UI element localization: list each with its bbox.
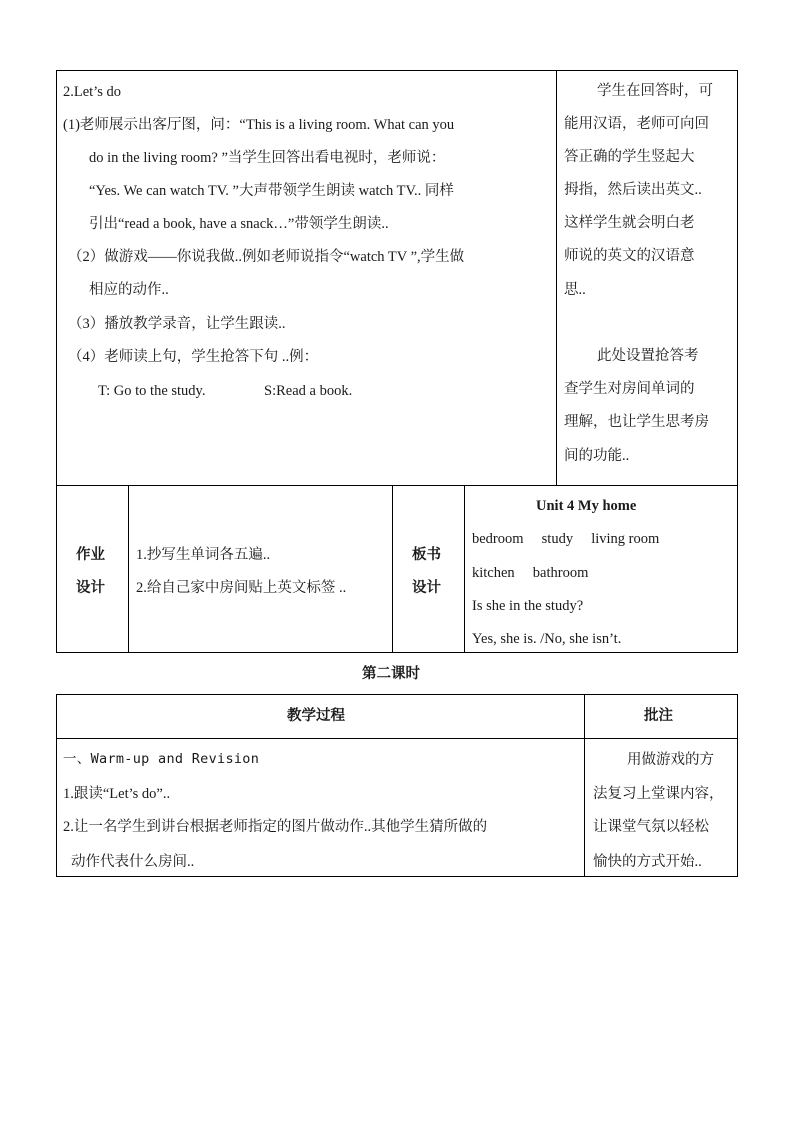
- table1-divider-board-label: [464, 485, 465, 653]
- warmup-note-line1: 用做游戏的方: [627, 752, 714, 768]
- homework-label-line1: 作业: [76, 547, 105, 563]
- section-title: 第二课时: [362, 666, 420, 682]
- note1-line6: 师说的英文的汉语意: [564, 248, 695, 264]
- board-answer: Yes, she is. /No, she isn’t.: [472, 631, 622, 647]
- note2-line2: 查学生对房间单词的: [564, 381, 695, 397]
- table2-border-right: [737, 694, 738, 876]
- step1-line3: “Yes. We can watch TV. ”大声带领学生朗读 watch TV.. 同样: [89, 183, 454, 199]
- step1-line4: 引出“read a book, have a snack…”带领学生朗读..: [89, 216, 389, 232]
- board-label-line1: 板书: [412, 547, 441, 563]
- table1-row-divider: [56, 485, 738, 486]
- table1-divider-homework-content: [392, 485, 393, 653]
- table1-divider-homework-label: [128, 485, 129, 653]
- table1-divider-notes: [556, 70, 557, 485]
- homework-item2: 2.给自己家中房间贴上英文标签 ..: [136, 580, 347, 596]
- board-words-line1: bedroom study living room: [472, 531, 660, 547]
- note1-line3: 答正确的学生竖起大: [564, 149, 695, 165]
- table2-border-top: [56, 694, 738, 695]
- note1-line4: 拇指，然后读出英文..: [564, 182, 702, 198]
- warmup-item1: 1.跟读“Let’s do”..: [63, 786, 171, 802]
- board-question: Is she in the study?: [472, 598, 584, 614]
- table2-column-divider: [584, 694, 585, 876]
- note1-line5: 这样学生就会明白老: [564, 215, 695, 231]
- header-notes: 批注: [644, 708, 673, 724]
- note2-line3: 理解，也让学生思考房: [564, 414, 709, 430]
- table1-border-left: [56, 70, 57, 653]
- note1-line2: 能用汉语，老师可向回: [564, 116, 709, 132]
- homework-item1: 1.抄写生单词各五遍..: [136, 547, 271, 563]
- homework-label-line2: 设计: [76, 580, 105, 596]
- lets-do-heading: 2.Let’s do: [63, 84, 121, 100]
- table1-border-top: [56, 70, 738, 71]
- example-teacher: T: Go to the study.: [98, 383, 206, 399]
- header-teaching-process: 教学过程: [287, 708, 345, 724]
- note1-line1: 学生在回答时，可: [597, 83, 713, 99]
- step2-line1: （2）做游戏——你说我做..例如老师说指令“watch TV ”,学生做: [68, 249, 465, 265]
- warmup-note-line4: 愉快的方式开始..: [593, 854, 702, 870]
- step3-line: （3）播放教学录音，让学生跟读..: [68, 316, 286, 332]
- warmup-note-line2: 法复习上堂课内容，: [593, 786, 724, 802]
- warmup-title: 一、Warm-up and Revision: [63, 751, 260, 767]
- warmup-item2-line1: 2.让一名学生到讲台根据老师指定的图片做动作..其他学生猜所做的: [63, 819, 488, 835]
- table1-border-bottom: [56, 652, 738, 653]
- step2-line2: 相应的动作..: [89, 282, 169, 298]
- table1-border-right: [737, 70, 738, 653]
- board-label-line2: 设计: [412, 580, 441, 596]
- step4-line: （4）老师读上句，学生抢答下句 ..例：: [68, 349, 319, 365]
- warmup-item2-line2: 动作代表什么房间..: [71, 854, 195, 870]
- note1-line7: 思..: [564, 282, 586, 298]
- note2-line1: 此处设置抢答考: [597, 348, 699, 364]
- note2-line4: 间的功能..: [564, 448, 630, 464]
- table2-border-left: [56, 694, 57, 876]
- board-title: Unit 4 My home: [536, 498, 637, 514]
- table2-border-bottom: [56, 876, 738, 877]
- warmup-note-line3: 让课堂气氛以轻松: [593, 819, 709, 835]
- step1-line1: (1)老师展示出客厅图，问：“This is a living room. What can you: [63, 117, 455, 133]
- table2-header-divider: [56, 738, 738, 739]
- step1-line2: do in the living room? ”当学生回答出看电视时，老师说：: [89, 150, 446, 166]
- board-words-line2: kitchen bathroom: [472, 565, 589, 581]
- example-student: S:Read a book.: [264, 383, 353, 399]
